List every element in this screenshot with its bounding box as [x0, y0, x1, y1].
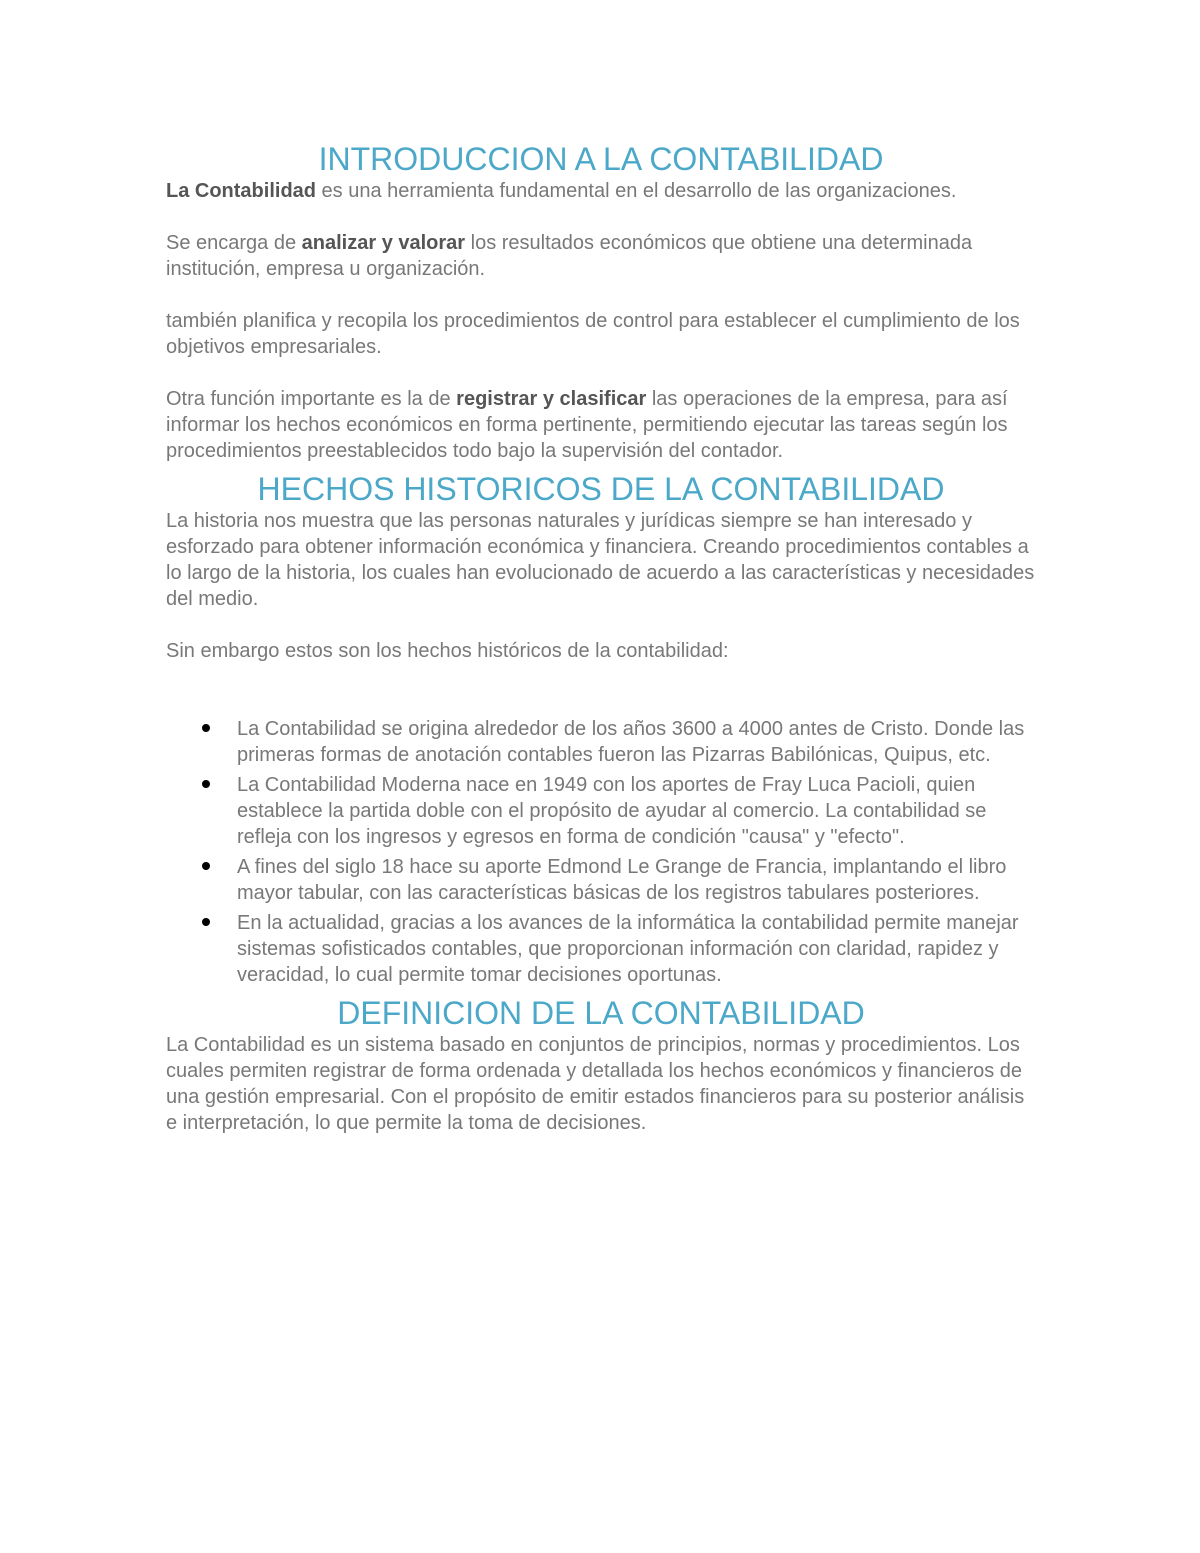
intro-paragraph-2	[166, 230, 1036, 282]
history-paragraph-2: Sin embargo estos son los hechos históricos de la contabilidad:	[166, 640, 729, 662]
heading-definicion: DEFINICION DE LA CONTABILIDAD	[337, 995, 865, 1031]
history-bullet-list	[166, 716, 1036, 988]
document-page	[166, 140, 1036, 1136]
intro-paragraph-1	[166, 178, 1036, 204]
bullet-dot-icon	[202, 780, 210, 788]
bold-term: La Contabilidad	[166, 180, 316, 202]
list-item-text: La Contabilidad Moderna nace en 1949 con los aportes de Fray Luca Pacioli, quien establece la partida doble con el propósito de ayudar al comercio. La contabilidad se refleja con los ingresos y egresos en forma de condición "causa" y "efecto".	[237, 774, 987, 848]
intro-paragraph-3: también planifica y recopila los procedimientos de control para establecer el cumplimiento de los objetivos empresariales.	[166, 310, 1020, 358]
bullet-dot-icon	[202, 862, 210, 870]
intro-paragraph-4	[166, 386, 1036, 464]
bullet-dot-icon	[202, 724, 210, 732]
list-item	[166, 854, 1036, 906]
heading-hechos-historicos: HECHOS HISTORICOS DE LA CONTABILIDAD	[257, 471, 945, 507]
paragraph-text: Se encarga de	[166, 232, 302, 254]
list-item-text: La Contabilidad se origina alrededor de los años 3600 a 4000 antes de Cristo. Donde las primeras formas de anotación contables fueron las Pizarras Babilónicas, Quipus, etc.	[237, 718, 1025, 766]
spacer	[166, 664, 1036, 716]
list-item	[166, 772, 1036, 850]
paragraph-text: Otra función importante es la de	[166, 388, 457, 410]
bullet-dot-icon	[202, 918, 210, 926]
bold-term: analizar y valorar	[301, 232, 466, 254]
heading-introduccion: INTRODUCCION A LA CONTABILIDAD	[318, 141, 884, 177]
history-paragraph-1: La historia nos muestra que las personas naturales y jurídicas siempre se han interesado y esforzado para obtener información económica y financiera. Creando procedimientos contables a lo largo de la historia, los cuales han evolucionado de acuerdo a las características y necesidades del medio.	[166, 510, 1035, 610]
list-item	[166, 910, 1036, 988]
list-item-text: En la actualidad, gracias a los avances de la informática la contabilidad permite manejar sistemas sofisticados contables, que proporcionan información con claridad, rapidez y veracidad, lo cual permite tomar decisiones oportunas.	[237, 912, 1019, 986]
list-item-text: A fines del siglo 18 hace su aporte Edmond Le Grange de Francia, implantando el libro mayor tabular, con las características básicas de los registros tabulares posteriores.	[237, 856, 1007, 904]
paragraph-text: las operaciones de la empresa, para así informar los hechos económicos en forma pertinente, permitiendo ejecutar las tareas según los procedimientos preestablecidos todo bajo la supervisión del contador.	[166, 388, 1008, 462]
paragraph-text: los resultados económicos que obtiene una determinada institución, empresa u organización.	[166, 232, 973, 280]
list-item	[166, 716, 1036, 768]
definition-paragraph: La Contabilidad es un sistema basado en conjuntos de principios, normas y procedimientos. Los cuales permiten registrar de forma ordenada y detallada los hechos económicos y financieros de una gestión empresarial. Con el propósito de emitir estados financieros para su posterior análisis e interpretación, lo que permite la toma de decisiones.	[166, 1034, 1025, 1134]
paragraph-text: es una herramienta fundamental en el desarrollo de las organizaciones.	[316, 180, 957, 202]
bold-term: registrar y clasificar	[456, 388, 647, 410]
